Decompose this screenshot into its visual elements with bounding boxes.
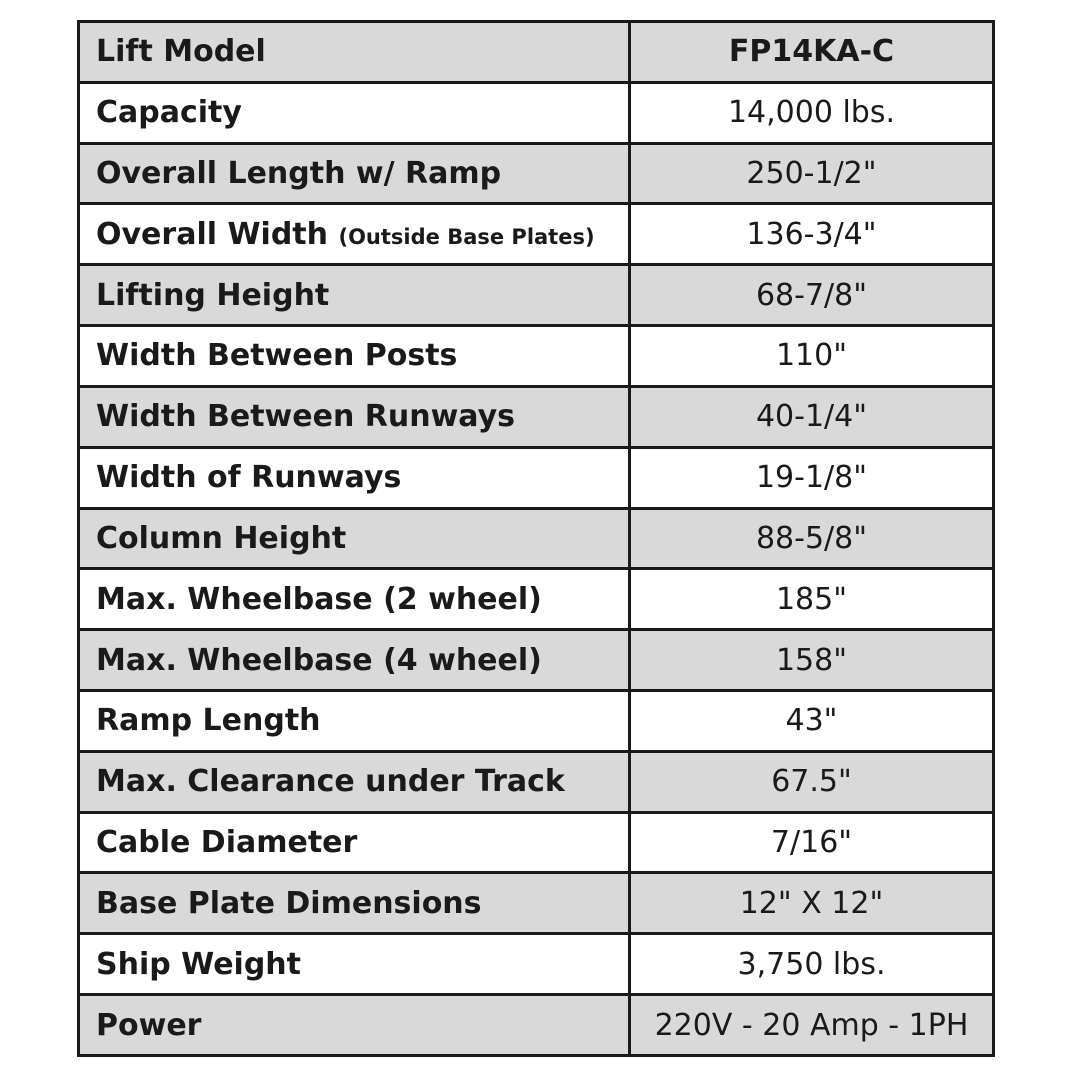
spec-label-cell	[79, 508, 630, 569]
table-row	[79, 143, 994, 204]
spec-value-cell: 88-5/8"	[630, 508, 994, 569]
spec-label-cell	[79, 812, 630, 873]
spec-label-cell	[79, 447, 630, 508]
table-row	[79, 751, 994, 812]
table-row	[79, 690, 994, 751]
spec-value-cell: 68-7/8"	[630, 265, 994, 326]
spec-label-cell	[79, 82, 630, 143]
spec-value-cell: 3,750 lbs.	[630, 934, 994, 995]
spec-label-note: (Outside Base Plates)	[338, 224, 595, 249]
spec-label-cell	[79, 630, 630, 691]
spec-label: Power	[96, 1007, 202, 1043]
spec-label-cell	[79, 326, 630, 387]
spec-label-cell	[79, 569, 630, 630]
spec-value-cell: 110"	[630, 326, 994, 387]
table-row	[79, 508, 994, 569]
spec-value-cell: 67.5"	[630, 751, 994, 812]
spec-label: Max. Clearance under Track	[96, 764, 565, 800]
spec-label-cell	[79, 204, 630, 265]
spec-label: Width of Runways	[96, 460, 402, 496]
spec-label-cell	[79, 265, 630, 326]
table-row	[79, 447, 994, 508]
table-row	[79, 873, 994, 934]
spec-label: Overall Width	[96, 216, 329, 252]
spec-value-cell: 12" X 12"	[630, 873, 994, 934]
spec-label-cell	[79, 751, 630, 812]
spec-value-cell: 250-1/2"	[630, 143, 994, 204]
spec-label: Overall Length w/ Ramp	[96, 156, 502, 192]
table-row	[79, 204, 994, 265]
spec-label-cell	[79, 386, 630, 447]
table-row	[79, 812, 994, 873]
spec-value-cell: 40-1/4"	[630, 386, 994, 447]
spec-label-cell	[79, 995, 630, 1056]
spec-label: Width Between Runways	[96, 399, 516, 435]
spec-label-cell	[79, 143, 630, 204]
spec-value-cell: 185"	[630, 569, 994, 630]
table-row	[79, 386, 994, 447]
spec-label: Column Height	[96, 520, 347, 556]
spec-value-cell: 7/16"	[630, 812, 994, 873]
spec-label: Lifting Height	[96, 277, 330, 313]
specifications-table-body	[79, 22, 994, 1056]
spec-label: Ship Weight	[96, 946, 301, 982]
table-row	[79, 995, 994, 1056]
spec-value-cell: 14,000 lbs.	[630, 82, 994, 143]
spec-label: Capacity	[96, 95, 242, 131]
table-row	[79, 82, 994, 143]
spec-label: Ramp Length	[96, 703, 321, 739]
header-label-cell: Lift Model	[79, 22, 630, 83]
spec-label: Cable Diameter	[96, 824, 358, 860]
spec-label: Base Plate Dimensions	[96, 885, 482, 921]
spec-label: Max. Wheelbase (2 wheel)	[96, 581, 542, 617]
table-header-row	[79, 22, 994, 83]
table-row	[79, 630, 994, 691]
spec-value-cell: 136-3/4"	[630, 204, 994, 265]
table-row	[79, 569, 994, 630]
header-value-cell: FP14KA-C	[630, 22, 994, 83]
table-row	[79, 934, 994, 995]
spec-value-cell: 220V - 20 Amp - 1PH	[630, 995, 994, 1056]
spec-value-cell: 19-1/8"	[630, 447, 994, 508]
specifications-table	[77, 20, 995, 1057]
spec-label: Width Between Posts	[96, 338, 458, 374]
spec-value-cell: 158"	[630, 630, 994, 691]
table-row	[79, 265, 994, 326]
spec-label-cell	[79, 690, 630, 751]
table-row	[79, 326, 994, 387]
spec-label: Max. Wheelbase (4 wheel)	[96, 642, 542, 678]
spec-label-cell	[79, 934, 630, 995]
spec-value-cell: 43"	[630, 690, 994, 751]
spec-label-cell	[79, 873, 630, 934]
